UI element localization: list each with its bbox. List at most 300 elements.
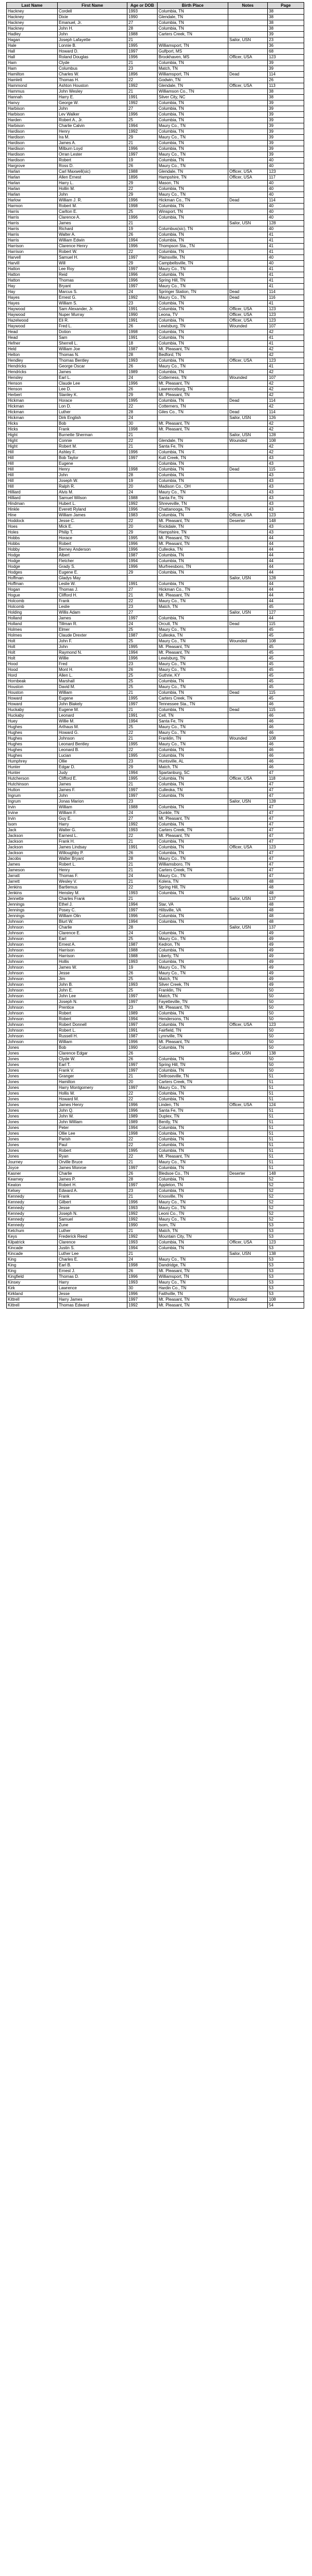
page-cell: 44 [268,553,304,559]
birth-place-cell: Franklin, TN [158,988,228,994]
first-name-cell: John W. [58,1114,127,1120]
first-name-cell: Marshall [58,679,127,684]
last-name-cell: Jones [7,1068,58,1074]
age-or-dob-cell: 21 [127,37,158,43]
last-name-cell: Jack [7,828,58,833]
birth-place-cell: Columbia, TN [158,60,228,66]
last-name-cell: Johnson [7,965,58,971]
birth-place-cell: Columbia, TN [158,335,228,341]
page-cell: 44 [268,593,304,599]
birth-place-cell: Cotterners, TN [158,404,228,410]
table-row [7,805,304,810]
notes-cell [228,564,268,570]
birth-place-cell: Maury Co., TN [158,971,228,976]
page-cell: 44 [268,547,304,553]
first-name-cell: Wesley V. [58,879,127,885]
notes-cell: Sailor, USN [228,37,268,43]
page-cell: 42 [268,381,304,387]
page-cell: 49 [268,971,304,976]
age-or-dob-cell: 26 [127,163,158,169]
first-name-cell: Johnson [58,736,127,742]
age-or-dob-cell: 25 [127,936,158,942]
age-or-dob-cell: 1996 [127,215,158,221]
birth-place-cell: Mt. Pleasant, TN [158,1039,228,1045]
birth-place-cell: Columbia, TN [158,559,228,564]
last-name-cell: Jackson [7,845,58,851]
last-name-cell: Kilpatrick [7,1240,58,1246]
page-cell: 45 [268,667,304,673]
table-row [7,919,304,925]
birth-place-cell: Columbia, TN [158,215,228,221]
age-or-dob-cell: 1992 [127,1211,158,1217]
page-cell: 68 [268,49,304,55]
first-name-cell: Clarence E. [58,931,127,936]
birth-place-cell: Columbia, TN [158,919,228,925]
page-cell: 45 [268,673,304,679]
last-name-cell: Howard [7,696,58,702]
table-row [7,536,304,541]
first-name-cell: Howard G. [58,730,127,736]
page-cell: 44 [268,616,304,621]
last-name-cell: Kingfield [7,1274,58,1280]
first-name-cell: Luther [58,410,127,415]
table-row [7,1200,304,1205]
age-or-dob-cell: 1988 [127,948,158,954]
page-cell: 41 [268,244,304,249]
table-row [7,158,304,163]
age-or-dob-cell: 1995 [127,742,158,747]
last-name-cell: Hill [7,467,58,473]
notes-cell [228,976,268,982]
birth-place-cell: Columbia, TN [158,100,228,106]
table-row [7,730,304,736]
age-or-dob-cell: 21 [127,896,158,902]
birth-place-cell: Maury Co., TN [158,684,228,690]
age-or-dob-cell: 1995 [127,536,158,541]
notes-cell [228,553,268,559]
first-name-cell: John [58,644,127,650]
notes-cell [228,1268,268,1274]
first-name-cell: William F. [58,810,127,816]
first-name-cell: Burnette Sherman [58,433,127,438]
age-or-dob-cell: 19 [127,158,158,163]
birth-place-cell: Lawrenceburg, TN [158,387,228,392]
notes-cell [228,490,268,496]
age-or-dob-cell: 24 [127,873,158,879]
age-or-dob-cell: 21 [127,707,158,713]
table-row [7,169,304,175]
notes-cell: Dead [228,72,268,78]
birth-place-cell: Columbia, TN [158,329,228,335]
first-name-cell: William [58,690,127,696]
page-cell: 123 [268,55,304,60]
page-cell: 137 [268,896,304,902]
age-or-dob-cell: 23 [127,66,158,72]
last-name-cell: Jones [7,1057,58,1062]
age-or-dob-cell: 26 [127,232,158,238]
last-name-cell: Kennedy [7,1217,58,1223]
table-row [7,352,304,358]
age-or-dob-cell: 21 [127,141,158,146]
page-cell: 43 [268,507,304,513]
age-or-dob-cell: 1991 [127,845,158,851]
first-name-cell: Ashley F. [58,450,127,455]
notes-cell [228,106,268,112]
table-row [7,1005,304,1011]
age-or-dob-cell: 1997 [127,267,158,272]
last-name-cell: Harlow [7,198,58,204]
age-or-dob-cell: 23 [127,1005,158,1011]
page-cell: 138 [268,1051,304,1057]
last-name-cell: Hood [7,662,58,667]
table-row [7,736,304,742]
notes-cell [228,329,268,335]
notes-cell [228,427,268,433]
birth-place-cell: Maury Co., TN [158,1085,228,1091]
age-or-dob-cell: 1989 [127,1011,158,1017]
birth-place-cell: Williamsport, TN [158,43,228,49]
last-name-cell: Hughes [7,730,58,736]
notes-cell [228,604,268,610]
birth-place-cell: Mt. Pleasant, TN [158,593,228,599]
page-cell: 43 [268,496,304,501]
last-name-cell: Johnson [7,959,58,965]
age-or-dob-cell: 1993 [127,982,158,988]
first-name-cell: Leslie [58,604,127,610]
notes-cell: Officer, USA [228,169,268,175]
table-row [7,507,304,513]
notes-cell [228,662,268,667]
notes-cell [228,816,268,822]
page-cell: 48 [268,879,304,885]
last-name-cell: Hagan [7,37,58,43]
table-row [7,1039,304,1045]
notes-cell [228,1143,268,1148]
last-name-cell: Holt [7,650,58,656]
table-row [7,473,304,478]
last-name-cell: Harlan [7,175,58,181]
table-row [7,713,304,719]
table-row [7,1017,304,1022]
first-name-cell: Clyde [58,60,127,66]
notes-cell [228,965,268,971]
age-or-dob-cell: 22 [127,599,158,604]
birth-place-cell: Columbia, TN [158,581,228,587]
birth-place-cell: Columbia, TN [158,158,228,163]
table-row [7,83,304,89]
table-row [7,100,304,106]
age-or-dob-cell: 1996 [127,1039,158,1045]
table-row [7,793,304,799]
table-row [7,152,304,158]
page-cell: 39 [268,32,304,37]
first-name-cell: Leonard [58,713,127,719]
last-name-cell: Hill [7,461,58,467]
birth-place-cell: Giles Co., TN [158,410,228,415]
notes-cell: Wounded [228,736,268,742]
birth-place-cell: Columbia, TN [158,822,228,828]
birth-place-cell: Columbia, TN [158,839,228,845]
notes-cell [228,1005,268,1011]
birth-place-cell: Culleoka, TN [158,633,228,639]
page-cell: 47 [268,816,304,822]
table-row [7,896,304,902]
first-name-cell: James [58,782,127,788]
notes-cell [228,988,268,994]
first-name-cell: Horace [58,398,127,404]
birth-place-cell: Godwin, TN [158,78,228,83]
first-name-cell: Hollis W. [58,1091,127,1097]
birth-place-cell: Gulfport, MS [158,49,228,55]
page-cell: 42 [268,427,304,433]
age-or-dob-cell: 21 [127,839,158,845]
table-row [7,788,304,793]
page-cell: 126 [268,415,304,421]
age-or-dob-cell: 26 [127,387,158,392]
page-cell: 39 [268,135,304,141]
age-or-dob-cell: 1996 [127,1102,158,1108]
last-name-cell: Head [7,335,58,341]
notes-cell [228,473,268,478]
last-name-cell: Joyce [7,1165,58,1171]
notes-cell [228,1234,268,1240]
age-or-dob-cell: 24 [127,490,158,496]
notes-cell [228,810,268,816]
first-name-cell: John [58,192,127,198]
page-cell: 40 [268,209,304,215]
page-cell: 46 [268,765,304,770]
first-name-cell: James [58,370,127,375]
last-name-cell: Hoddock [7,518,58,524]
last-name-cell: Kennedy [7,1194,58,1200]
birth-place-cell: Maury Co., TN [158,667,228,673]
last-name-cell: Ham [7,66,58,72]
table-row [7,965,304,971]
table-row [7,1068,304,1074]
age-or-dob-cell: 1996 [127,1108,158,1114]
last-name-cell: Hickman [7,404,58,410]
last-name-cell: Harden [7,118,58,123]
first-name-cell: Judy [58,770,127,776]
first-name-cell: John E. [58,988,127,994]
notes-cell [228,66,268,72]
notes-cell [228,885,268,891]
birth-place-cell: Columbia, TN [158,1148,228,1154]
birth-place-cell: Columbia, TN [158,690,228,696]
table-row [7,862,304,868]
page-cell: 47 [268,822,304,828]
table-row [7,662,304,667]
table-row [7,776,304,782]
birth-place-cell: Bently, TN [158,1120,228,1125]
birth-place-cell: Brookhaven, MS [158,55,228,60]
page-cell: 49 [268,954,304,959]
notes-cell: Sailor, USN [228,610,268,616]
page-cell: 49 [268,959,304,965]
notes-cell [228,352,268,358]
last-name-cell: Hunter [7,770,58,776]
age-or-dob-cell: 1990 [127,15,158,20]
age-or-dob-cell: 1989 [127,1114,158,1120]
first-name-cell: Charles W. [58,72,127,78]
last-name-cell: Head [7,329,58,335]
age-or-dob-cell: 1998 [127,329,158,335]
table-row [7,427,304,433]
age-or-dob-cell: 20 [127,1080,158,1085]
page-cell: 42 [268,404,304,410]
first-name-cell: James [58,221,127,226]
last-name-cell: Jones [7,1137,58,1143]
age-or-dob-cell: 1996 [127,1291,158,1297]
age-or-dob-cell: 24 [127,375,158,381]
last-name-cell: Jones [7,1131,58,1137]
age-or-dob-cell: 1990 [127,312,158,318]
page-cell: 47 [268,851,304,856]
page-cell: 49 [268,976,304,982]
last-name-cell: Hardison [7,152,58,158]
age-or-dob-cell: 1997 [127,1062,158,1068]
first-name-cell: Emanuel, Jr. [58,20,127,26]
first-name-cell: Arthaus M. [58,725,127,730]
birth-place-cell: Cell, TN [158,713,228,719]
age-or-dob-cell: 23 [127,662,158,667]
last-name-cell: Kirk [7,1286,58,1291]
notes-cell: Officer, USA [228,776,268,782]
birth-place-cell: Columbia, TN [158,1125,228,1131]
birth-place-cell: Tennessee Sta., TN [158,702,228,707]
age-or-dob-cell: 1988 [127,496,158,501]
notes-cell [228,1257,268,1263]
table-row [7,118,304,123]
page-cell: 47 [268,810,304,816]
page-cell: 47 [268,828,304,833]
page-cell: 51 [268,1108,304,1114]
table-row [7,656,304,662]
page-cell: 53 [268,1223,304,1228]
notes-cell [228,15,268,20]
table-row [7,450,304,455]
first-name-cell: Clifford H. [58,593,127,599]
last-name-cell: Hazelwood [7,318,58,324]
last-name-cell: Hardison [7,135,58,141]
last-name-cell: Hine [7,513,58,518]
age-or-dob-cell: 1997 [127,1068,158,1074]
last-name-cell: Irvin [7,805,58,810]
age-or-dob-cell: 24 [127,621,158,627]
birth-place-cell: Maury Co., TN [158,599,228,604]
table-row [7,627,304,633]
birth-place-cell: Columbia, TN [158,272,228,278]
first-name-cell: Fred [58,662,127,667]
notes-cell [228,1045,268,1051]
table-row [7,1062,304,1068]
last-name-cell: Jones [7,1045,58,1051]
page-cell: 49 [268,948,304,954]
first-name-cell: Thomas N. [58,352,127,358]
age-or-dob-cell: 22 [127,1137,158,1143]
table-row [7,1286,304,1291]
table-row [7,564,304,570]
column-header-page: Page [268,3,304,9]
age-or-dob-cell: 25 [127,673,158,679]
notes-cell: Sailor, USN [228,221,268,226]
last-name-cell: Johnson [7,994,58,999]
age-or-dob-cell: 1896 [127,72,158,78]
age-or-dob-cell: 1896 [127,175,158,181]
last-name-cell: Houston [7,690,58,696]
birth-place-cell: Maury Co., TN [158,662,228,667]
notes-cell: Sailor, USN [228,799,268,805]
notes-cell [228,679,268,684]
last-name-cell: Jarrett [7,879,58,885]
age-or-dob-cell: 1996 [127,547,158,553]
notes-cell [228,1274,268,1280]
page-cell: 43 [268,524,304,530]
last-name-cell: Hindman [7,501,58,507]
notes-cell: Dead [228,707,268,713]
age-or-dob-cell: 1994 [127,719,158,725]
last-name-cell: Houston [7,684,58,690]
notes-cell: Dead [228,289,268,295]
birth-place-cell: Mason, TN [158,181,228,186]
age-or-dob-cell: 1991 [127,1028,158,1034]
first-name-cell: Willoughby P. [58,851,127,856]
age-or-dob-cell: 25 [127,209,158,215]
age-or-dob-cell: 22 [127,404,158,410]
age-or-dob-cell: 1993 [127,828,158,833]
notes-cell [228,908,268,913]
notes-cell [228,163,268,169]
first-name-cell: John B. [58,982,127,988]
first-name-cell: Clarence Edgar [58,1051,127,1057]
notes-cell [228,301,268,307]
first-name-cell: Lev Walker [58,112,127,118]
age-or-dob-cell: 22 [127,438,158,444]
page-cell: 44 [268,581,304,587]
notes-cell [228,1097,268,1102]
last-name-cell: Hendley [7,358,58,364]
first-name-cell: William S. [58,301,127,307]
birth-place-cell: Thompson Sta., TN [158,244,228,249]
notes-cell [228,581,268,587]
birth-place-cell: Williamson Co., TN [158,89,228,95]
first-name-cell: Thomas Edward [58,1303,127,1309]
page-cell: 42 [268,444,304,450]
age-or-dob-cell: 1994 [127,1017,158,1022]
last-name-cell: Jackson [7,839,58,845]
first-name-cell: John H. [58,26,127,32]
table-row [7,931,304,936]
page-cell: 53 [268,1246,304,1251]
last-name-cell: Haywood [7,324,58,329]
first-name-cell: John [58,473,127,478]
birth-place-cell: Columbia, TN [158,106,228,112]
notes-cell [228,536,268,541]
page-cell: 46 [268,719,304,725]
table-row [7,1057,304,1062]
last-name-cell: Keys [7,1234,58,1240]
age-or-dob-cell: 1996 [127,112,158,118]
last-name-cell: Hodge [7,553,58,559]
notes-cell [228,541,268,547]
page-cell: 45 [268,662,304,667]
last-name-cell: Hardison [7,158,58,163]
first-name-cell: Columbus [58,66,127,72]
table-row [7,392,304,398]
last-name-cell: Hill [7,455,58,461]
table-row [7,1074,304,1080]
age-or-dob-cell: 1998 [127,427,158,433]
